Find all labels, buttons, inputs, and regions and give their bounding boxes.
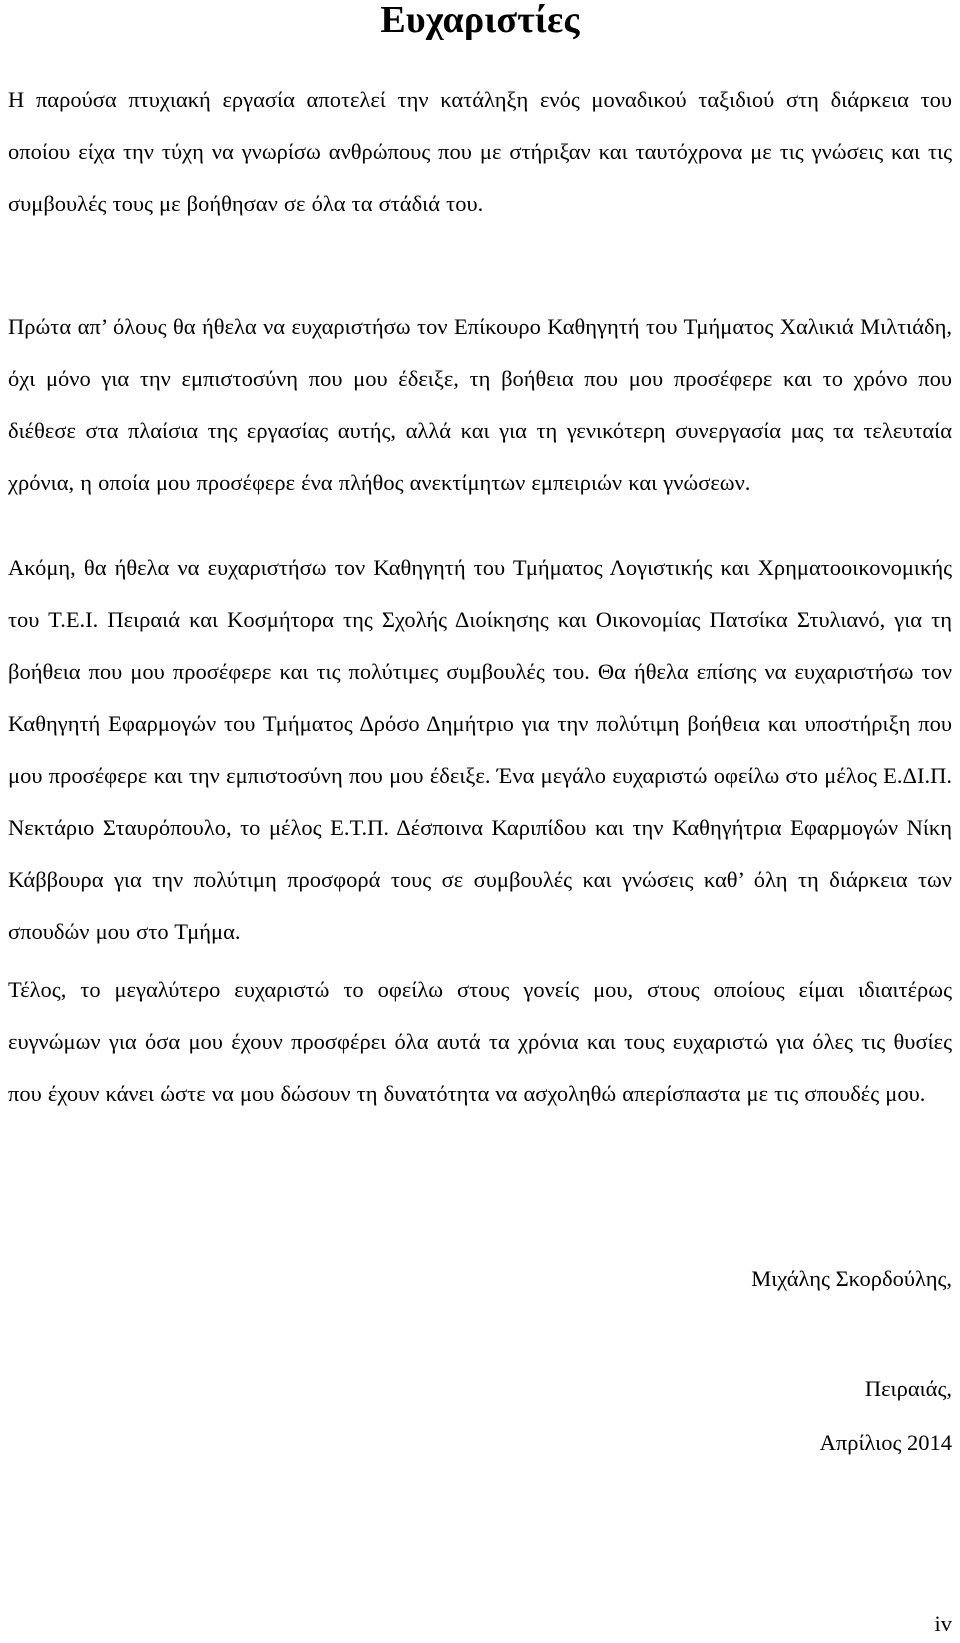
paragraph-faculty-thanks: Ακόμη, θα ήθελα να ευχαριστήσω τον Καθηγητή του Τμήματος Λογιστικής και Χρηματοοικονομικής του Τ.Ε.Ι. Πειραιά και Κοσμήτορα της Σχολής Διοίκησης και Οικονομίας Πατσίκα Στυλιανό, για τη βοήθεια που μου προσέφερε και τις πολύτιμες συμβουλές του. Θα ήθελα επίσης να ευχαριστήσω τον Καθηγητή Εφαρμογών του Τμήματος Δρόσο Δημήτριο για την πολύτιμη βοήθεια και υποστήριξη που μου προσέφερε και την εμπιστοσύνη που μου έδειξε. Ένα μεγάλο ευχαριστώ οφείλω στο μέλος Ε.ΔΙ.Π. Νεκτάριο Σταυρόπουλο, το μέλος Ε.Τ.Π. Δέσποινα Καριπίδου και την Καθηγήτρια Εφαρμογών Νίκη Κάββουρα για την πολύτιμη προσφορά τους σε συμβουλές και γνώσεις καθ’ όλη τη διάρκεια των σπουδών μου στο Τμήμα. <box>8 555 952 944</box>
paragraph-supervisor-thanks: Πρώτα απ’ όλους θα ήθελα να ευχαριστήσω τον Επίκουρο Καθηγητή του Τμήματος Χαλικιά Μιλτιάδη, όχι μόνο για την εμπιστοσύνη που μου έδειξε, τη βοήθεια που μου προσέφερε και το χρόνο που διέθεσε στα πλαίσια της εργασίας αυτής, αλλά και για τη γενικότερη συνεργασία μας τα τελευταία χρόνια, η οποία μου προσέφερε ένα πλήθος ανεκτίμητων εμπειριών και γνώσεων. <box>8 314 952 495</box>
page-number: iv <box>934 1611 952 1636</box>
signature-name: Μιχάλης Σκορδούλης, <box>751 1266 952 1291</box>
signature-place: Πειραιάς, <box>864 1376 952 1401</box>
page-title: Ευχαριστίες <box>380 0 580 41</box>
paragraph-intro: Η παρούσα πτυχιακή εργασία αποτελεί την κατάληξη ενός μοναδικού ταξιδιού στη διάρκεια του οποίου είχα την τύχη να γνωρίσω ανθρώπους που με στήριξαν και ταυτόχρονα με τις γνώσεις και τις συμβουλές τους με βοήθησαν σε όλα τα στάδιά του. <box>8 87 952 216</box>
signature-date: Απρίλιος 2014 <box>819 1430 952 1455</box>
paragraph-family-thanks: Τέλος, το μεγαλύτερο ευχαριστώ το οφείλω στους γονείς μου, στους οποίους είμαι ιδιαιτέρως ευγνώμων για όσα μου έχουν προσφέρει όλα αυτά τα χρόνια και τους ευχαριστώ για όλες τις θυσίες που έχουν κάνει ώστε να μου δώσουν τη δυνατότητα να ασχοληθώ απερίσπαστα με τις σπουδές μου. <box>8 977 952 1106</box>
